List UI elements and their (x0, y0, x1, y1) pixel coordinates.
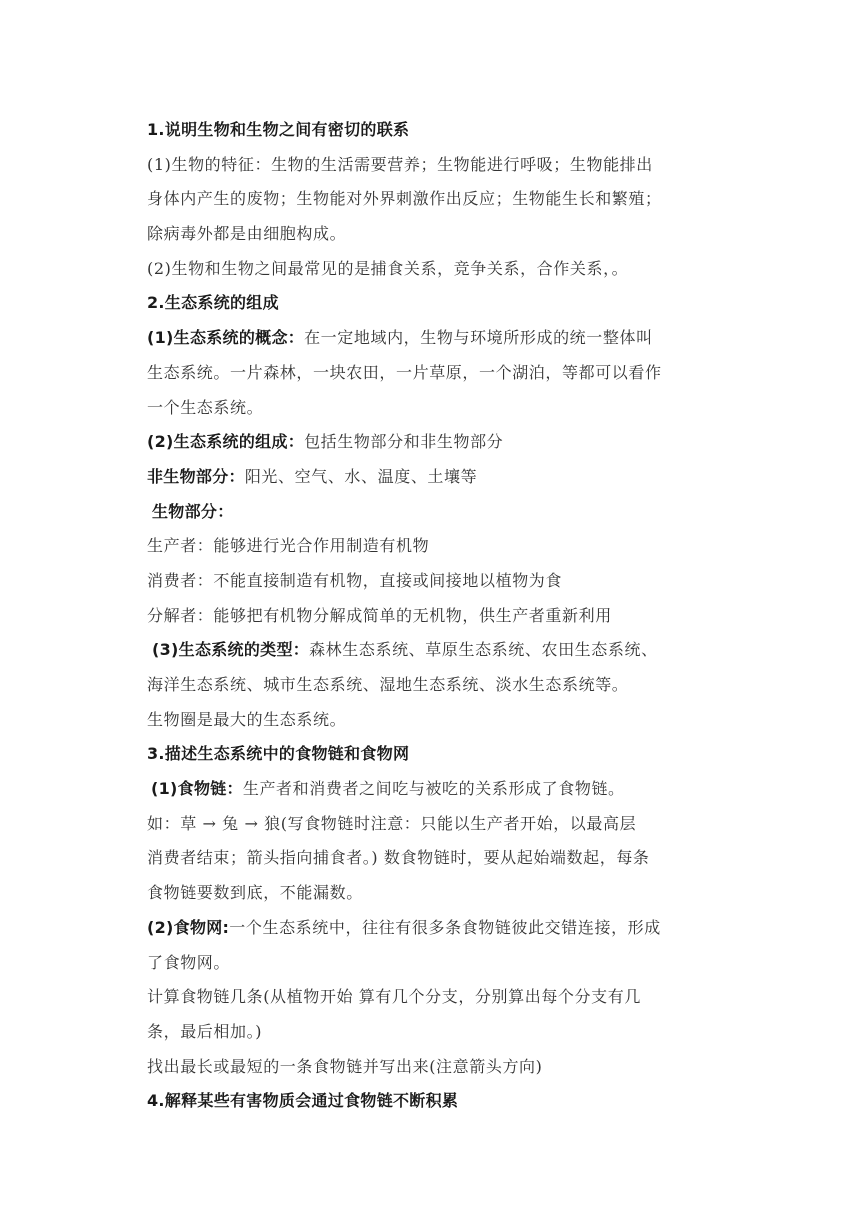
s3-count-line-2: 条，最后相加。) (147, 1021, 263, 1041)
document-body (147, 113, 727, 1119)
s2-biosphere-line: 生物圈是最大的生态系统。 (147, 709, 347, 729)
s3-example-line-1: 如：草 → 兔 → 狼(写食物链时注意：只能以生产者开始，以最高层 (147, 813, 637, 833)
s1-features-line-1: (1)生物的特征：生物的生活需要营养；生物能进行呼吸；生物能排出 (147, 154, 653, 174)
s2-abiotic-line (147, 460, 727, 495)
s3-web-line-1 (147, 911, 727, 946)
s2-types-line-1 (147, 633, 727, 668)
s2-concept-line-1 (147, 321, 727, 356)
s1-features-line-2: 身体内产生的废物；生物能对外界刺激作出反应；生物能生长和繁殖； (147, 189, 662, 209)
section-2-heading: 2.生态系统的组成 (147, 293, 279, 313)
s2-biotic-label: 生物部分： (152, 501, 234, 521)
s3-example-line-3: 食物链要数到底，不能漏数。 (147, 883, 363, 903)
s2-abiotic-label: 非生物部分： (147, 466, 245, 486)
s3-chain-line (147, 772, 727, 807)
s3-find-line: 找出最长或最短的一条食物链并写出来(注意箭头方向) (147, 1056, 543, 1076)
s1-features-line-3: 除病毒外都是由细胞构成。 (147, 224, 347, 244)
s2-concept-line-2: 生态系统。一片森林，一块农田，一片草原，一个湖泊，等都可以看作 (147, 362, 662, 382)
s2-types-text: 森林生态系统、草原生态系统、农田生态系统、 (309, 640, 658, 660)
s2-composition-line (147, 425, 727, 460)
section-4-heading: 4.解释某些有害物质会通过食物链不断积累 (147, 1091, 459, 1111)
s2-producer-line: 生产者：能够进行光合作用制造有机物 (147, 536, 430, 556)
s3-web-line-2: 了食物网。 (147, 952, 231, 972)
s2-composition-label: (2)生态系统的组成： (147, 432, 305, 452)
s2-decomposer-line: 分解者：能够把有机物分解成简单的无机物，供生产者重新利用 (147, 605, 612, 625)
s2-types-label: (3)生态系统的类型： (152, 640, 310, 660)
s3-web-label: (2)食物网: (147, 917, 230, 937)
s3-chain-label: (1)食物链： (151, 779, 243, 799)
s2-concept-line-3: 一个生态系统。 (147, 397, 264, 417)
section-1-heading: 1.说明生物和生物之间有密切的联系 (147, 120, 410, 139)
s2-composition-text: 包括生物部分和非生物部分 (304, 432, 504, 452)
s2-consumer-line: 消费者：不能直接制造有机物，直接或间接地以植物为食 (147, 570, 563, 590)
s2-abiotic-text: 阳光、空气、水、温度、土壤等 (244, 466, 478, 486)
s3-example-line-2: 消费者结束；箭头指向捕食者。) 数食物链时，要从起始端数起，每条 (147, 848, 650, 868)
section-3-heading: 3.描述生态系统中的食物链和食物网 (147, 744, 410, 764)
s3-chain-text: 生产者和消费者之间吃与被吃的关系形成了食物链。 (242, 779, 625, 799)
s3-count-line-1: 计算食物链几条(从植物开始 算有几个分支，分别算出每个分支有几 (147, 987, 641, 1007)
s3-web-text: 一个生态系统中，往往有很多条食物链彼此交错连接，形成 (229, 917, 661, 937)
s2-concept-text: 在一定地域内，生物与环境所形成的统一整体叫 (304, 328, 653, 348)
s1-relations-line: (2)生物和生物之间最常见的是捕食关系，竞争关系，合作关系，。 (147, 258, 629, 278)
s2-concept-label: (1)生态系统的概念： (147, 328, 305, 348)
s2-types-line-2: 海洋生态系统、城市生态系统、湿地生态系统、淡水生态系统等。 (147, 675, 629, 694)
